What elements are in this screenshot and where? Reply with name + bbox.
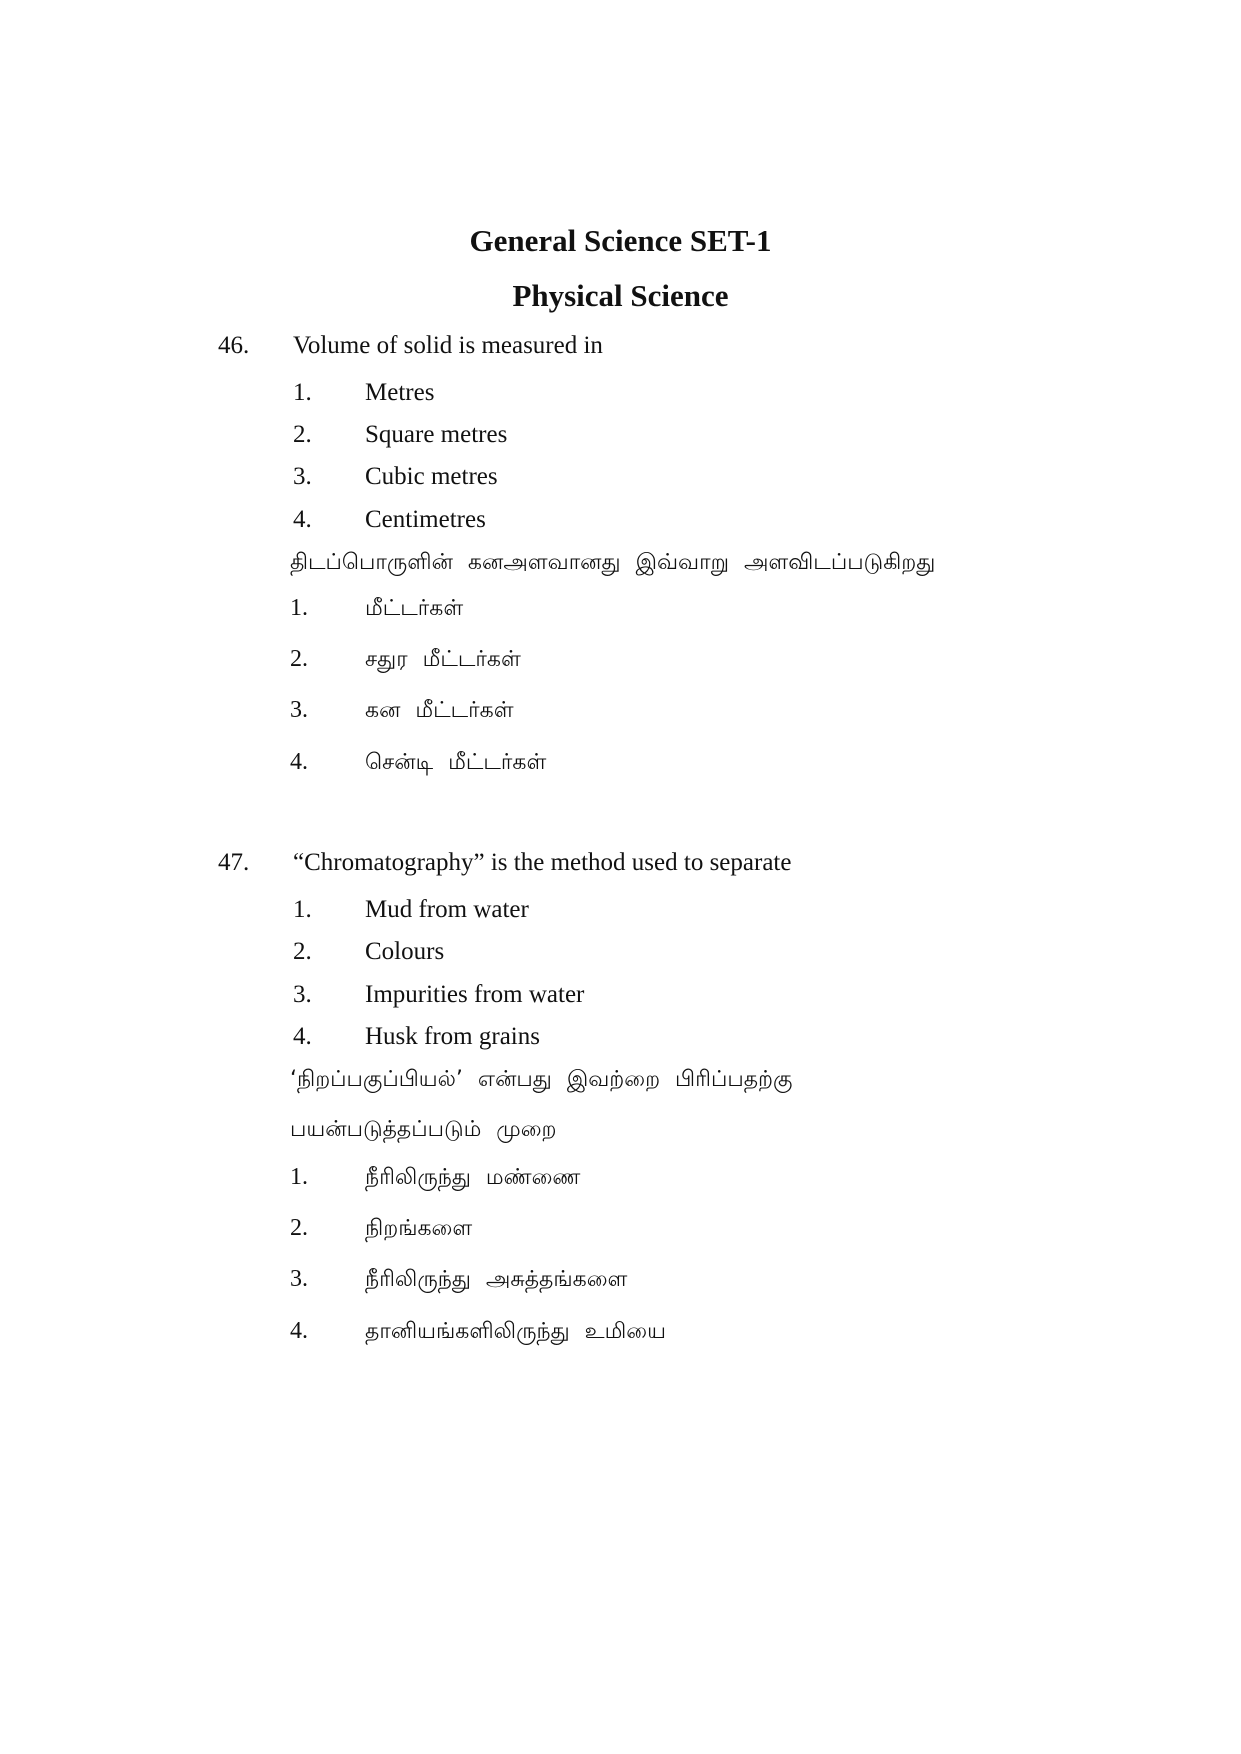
option-text: மீட்டர்கள் bbox=[365, 596, 464, 621]
option-text: Impurities from water bbox=[365, 981, 585, 1008]
option-number: 2. bbox=[290, 1215, 308, 1241]
option-text: கன மீட்டர்கள் bbox=[365, 698, 514, 723]
option-number: 3. bbox=[293, 463, 312, 490]
option-number: 4. bbox=[290, 749, 308, 775]
option-number: 1. bbox=[293, 379, 312, 406]
option-number: 3. bbox=[290, 1266, 308, 1292]
question-number: 46. bbox=[218, 332, 250, 359]
option-text: சென்டி மீட்டர்கள் bbox=[365, 750, 547, 775]
option-en bbox=[293, 461, 498, 493]
option-number: 1. bbox=[290, 1164, 308, 1190]
option-en bbox=[293, 377, 434, 409]
option-text: Mud from water bbox=[365, 896, 529, 923]
option-text: Cubic metres bbox=[365, 463, 498, 490]
option-number: 2. bbox=[290, 646, 308, 672]
option-text: தானியங்களிலிருந்து உமியை bbox=[365, 1319, 666, 1344]
question-number: 47. bbox=[218, 849, 250, 876]
option-en bbox=[293, 979, 584, 1011]
option-ta bbox=[290, 746, 546, 779]
option-ta bbox=[290, 1263, 627, 1296]
option-number: 4. bbox=[293, 506, 312, 533]
option-ta bbox=[290, 643, 521, 676]
section-title: Physical Science bbox=[512, 278, 729, 313]
option-text: சதுர மீட்டர்கள் bbox=[365, 647, 521, 672]
option-en bbox=[293, 1021, 540, 1053]
option-number: 1. bbox=[293, 896, 312, 923]
option-number: 3. bbox=[293, 981, 312, 1008]
option-ta bbox=[290, 1212, 472, 1245]
option-en bbox=[293, 419, 507, 451]
option-text: Centimetres bbox=[365, 506, 486, 533]
option-en bbox=[293, 894, 529, 926]
question-text-ta: பயன்படுத்தப்படும் முறை bbox=[290, 1117, 557, 1142]
option-en bbox=[293, 504, 486, 536]
option-text: Husk from grains bbox=[365, 1023, 540, 1050]
page-title: General Science SET-1 bbox=[469, 223, 772, 258]
option-number: 4. bbox=[290, 1318, 308, 1344]
option-ta bbox=[290, 592, 463, 625]
option-text: நீரிலிருந்து மண்ணை bbox=[365, 1165, 581, 1190]
option-ta bbox=[290, 694, 514, 727]
question-text-en: “Chromatography” is the method used to separate bbox=[293, 849, 792, 876]
option-number: 1. bbox=[290, 595, 308, 621]
option-number: 4. bbox=[293, 1023, 312, 1050]
option-number: 3. bbox=[290, 697, 308, 723]
option-text: நீரிலிருந்து அசுத்தங்களை bbox=[365, 1267, 628, 1292]
question-text-en: Volume of solid is measured in bbox=[293, 332, 603, 359]
option-text: நிறங்களை bbox=[365, 1216, 473, 1241]
option-en bbox=[293, 936, 444, 968]
option-text: Metres bbox=[365, 379, 435, 406]
question-text-ta: திடப்பொருளின் கனஅளவானது இவ்வாறு அளவிடப்படுகிறது bbox=[290, 550, 936, 575]
option-text: Colours bbox=[365, 938, 445, 965]
option-number: 2. bbox=[293, 421, 312, 448]
option-ta bbox=[290, 1161, 580, 1194]
question-text-ta: ‘நிறப்பகுப்பியல்’ என்பது இவற்றை பிரிப்பதற்கு bbox=[290, 1067, 793, 1092]
option-number: 2. bbox=[293, 938, 312, 965]
option-ta bbox=[290, 1315, 666, 1348]
option-text: Square metres bbox=[365, 421, 508, 448]
